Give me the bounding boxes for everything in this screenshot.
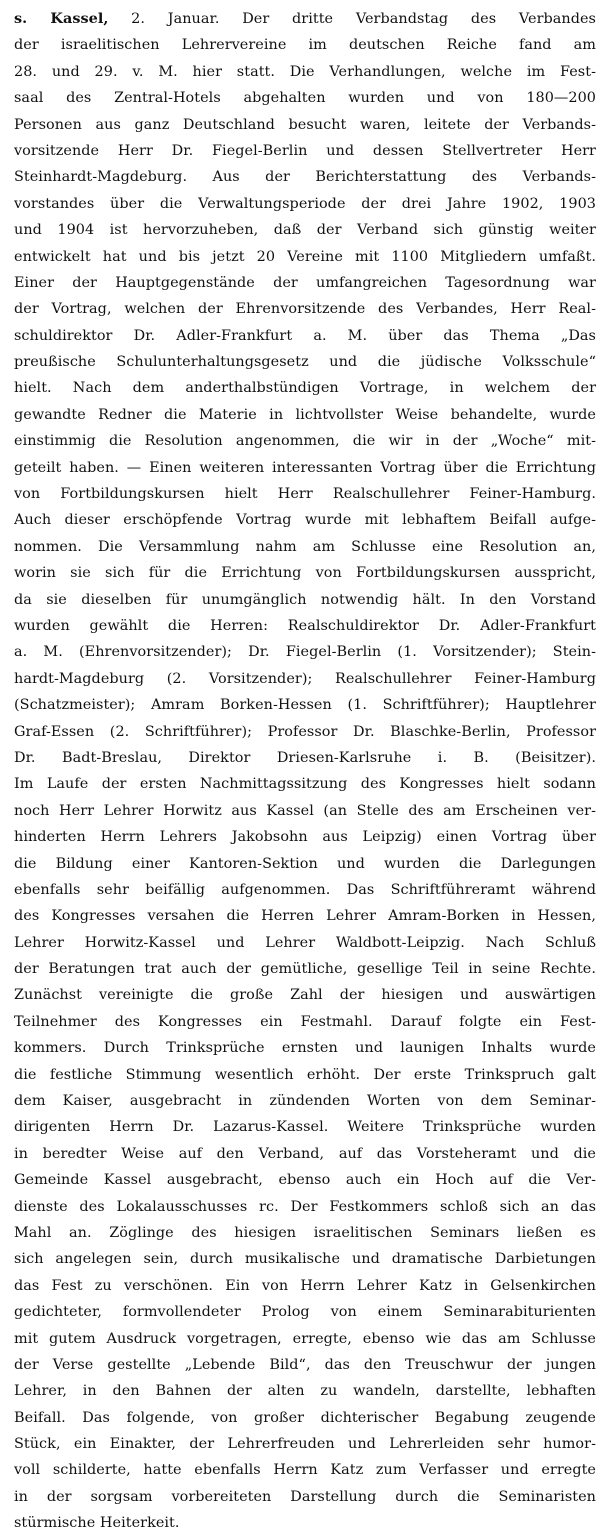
text-line: mit gutem Ausdruck vorgetragen, erregte, ebenso wie das am Schlusse: [14, 1330, 596, 1347]
text-line: hinderten Herrn Lehrers Jakobsohn aus Leipzig) einen Vortrag über: [14, 829, 596, 846]
text-line: da sie dieselben für unumgänglich notwendig hält. In den Vorstand: [14, 591, 596, 608]
text-line: hardt-Magdeburg (2. Vorsitzender); Realschullehrer Feiner-Hamburg: [14, 670, 596, 687]
text-line: stürmische Heiterkeit.: [14, 1515, 180, 1532]
text-line: s. Kassel, 2. Januar. Der dritte Verbandstag des Verbandes: [14, 10, 596, 27]
text-line: geteilt haben. — Einen weiteren interessanten Vortrag über die Errichtung: [14, 459, 596, 476]
text-line: nommen. Die Versammlung nahm am Schlusse eine Resolution an,: [14, 538, 596, 555]
text-line: in beredter Weise auf den Verband, auf das Vorsteheramt und die: [14, 1145, 596, 1162]
text-line: Auch dieser erschöpfende Vortrag wurde mit lebhaftem Beifall aufge-: [14, 512, 596, 529]
text-line: Lehrer, in den Bahnen der alten zu wandeln, darstellte, lebhaften: [14, 1383, 596, 1400]
text-line: Einer der Hauptgegenstände der umfangreichen Tagesordnung war: [14, 274, 596, 291]
text-line: der israelitischen Lehrervereine im deutschen Reiche fand am: [14, 37, 596, 54]
text-line: die festliche Stimmung wesentlich erhöht. Der erste Trinkspruch galt: [14, 1066, 596, 1083]
dateline: s. Kassel,: [14, 10, 109, 27]
text-line: schuldirektor Dr. Adler-Frankfurt a. M. über das Thema „Das: [14, 327, 596, 344]
text-line: entwickelt hat und bis jetzt 20 Vereine mit 1100 Mitgliedern umfaßt.: [14, 248, 596, 265]
article-text: [14, 6, 596, 1537]
text-line: worin sie sich für die Errichtung von Fortbildungskursen ausspricht,: [14, 565, 596, 582]
text-line: gedichteter, formvollendeter Prolog von einem Seminarabiturienten: [14, 1304, 596, 1321]
text-line: dem Kaiser, ausgebracht in zündenden Worten von dem Seminar-: [14, 1093, 596, 1110]
text-line: noch Herr Lehrer Horwitz aus Kassel (an Stelle des am Erscheinen ver-: [14, 802, 596, 819]
text-line: Zunächst vereinigte die große Zahl der hiesigen und auswärtigen: [14, 987, 596, 1004]
text-line: wurden gewählt die Herren: Realschuldirektor Dr. Adler-Frankfurt: [14, 617, 596, 634]
text-line: Personen aus ganz Deutschland besucht waren, leitete der Verbands-: [14, 116, 596, 133]
text-line: (Schatzmeister); Amram Borken-Hessen (1. Schriftführer); Hauptlehrer: [14, 697, 596, 714]
text-line: Mahl an. Zöglinge des hiesigen israelitischen Seminars ließen es: [14, 1224, 596, 1241]
text-line: die Bildung einer Kantoren-Sektion und wurden die Darlegungen: [14, 855, 596, 872]
text-line: das Fest zu verschönen. Ein von Herrn Lehrer Katz in Gelsenkirchen: [14, 1277, 596, 1294]
text-line: Graf-Essen (2. Schriftführer); Professor Dr. Blaschke-Berlin, Professor: [14, 723, 596, 740]
text-line: dienste des Lokalausschusses rc. Der Festkommers schloß sich an das: [14, 1198, 596, 1215]
text-line: kommers. Durch Trinksprüche ernsten und launigen Inhalts wurde: [14, 1040, 596, 1057]
text-line: der Vortrag, welchen der Ehrenvorsitzende des Verbandes, Herr Real-: [14, 301, 596, 318]
text-line: Im Laufe der ersten Nachmittagssitzung des Kongresses hielt sodann: [14, 776, 596, 793]
text-line: Lehrer Horwitz-Kassel und Lehrer Waldbott-Leipzig. Nach Schluß: [14, 934, 596, 951]
text-line: Stück, ein Einakter, der Lehrerfreuden und Lehrerleiden sehr humor-: [14, 1436, 596, 1453]
text-line: Teilnehmer des Kongresses ein Festmahl. Darauf folgte ein Fest-: [14, 1013, 596, 1030]
text-line: hielt. Nach dem anderthalbstündigen Vortrage, in welchem der: [14, 380, 596, 397]
text-line: Beifall. Das folgende, von großer dichterischer Begabung zeugende: [14, 1409, 596, 1426]
text-line: 28. und 29. v. M. hier statt. Die Verhandlungen, welche im Fest-: [14, 63, 596, 80]
text-line: a. M. (Ehrenvorsitzender); Dr. Fiegel-Berlin (1. Vorsitzender); Stein-: [14, 644, 596, 661]
text-line: und 1904 ist hervorzuheben, daß der Verband sich günstig weiter: [14, 222, 596, 239]
text-line: preußische Schulunterhaltungsgesetz und die jüdische Volksschule“: [14, 354, 596, 371]
text-line: der Verse gestellte „Lebende Bild“, das den Treuschwur der jungen: [14, 1356, 596, 1373]
text-line: Steinhardt-Magdeburg. Aus der Berichterstattung des Verbands-: [14, 169, 596, 186]
text-line: voll schilderte, hatte ebenfalls Herrn Katz zum Verfasser und erregte: [14, 1462, 596, 1479]
text-line: ebenfalls sehr beifällig aufgenommen. Das Schriftführeramt während: [14, 881, 596, 898]
text-line: gewandte Redner die Materie in lichtvollster Weise behandelte, wurde: [14, 406, 596, 423]
text-line: des Kongresses versahen die Herren Lehrer Amram-Borken in Hessen,: [14, 908, 596, 925]
text-line: in der sorgsam vorbereiteten Darstellung durch die Seminaristen: [14, 1488, 596, 1505]
text-line: von Fortbildungskursen hielt Herr Realschullehrer Feiner-Hamburg.: [14, 486, 596, 503]
text-line: Dr. Badt-Breslau, Direktor Driesen-Karlsruhe i. B. (Beisitzer).: [14, 749, 596, 766]
text-line: dirigenten Herrn Dr. Lazarus-Kassel. Weitere Trinksprüche wurden: [14, 1119, 596, 1136]
text-line: der Beratungen trat auch der gemütliche, gesellige Teil in seine Rechte.: [14, 961, 596, 978]
text-line: sich angelegen sein, durch musikalische und dramatische Darbietungen: [14, 1251, 596, 1268]
text-line: einstimmig die Resolution angenommen, die wir in der „Woche“ mit-: [14, 433, 596, 450]
text-line: vorstandes über die Verwaltungsperiode der drei Jahre 1902, 1903: [14, 195, 596, 212]
text-line: Gemeinde Kassel ausgebracht, ebenso auch ein Hoch auf die Ver-: [14, 1172, 596, 1189]
text-line: saal des Zentral-Hotels abgehalten wurden und von 180—200: [14, 90, 596, 107]
text-line: vorsitzende Herr Dr. Fiegel-Berlin und dessen Stellvertreter Herr: [14, 142, 596, 159]
